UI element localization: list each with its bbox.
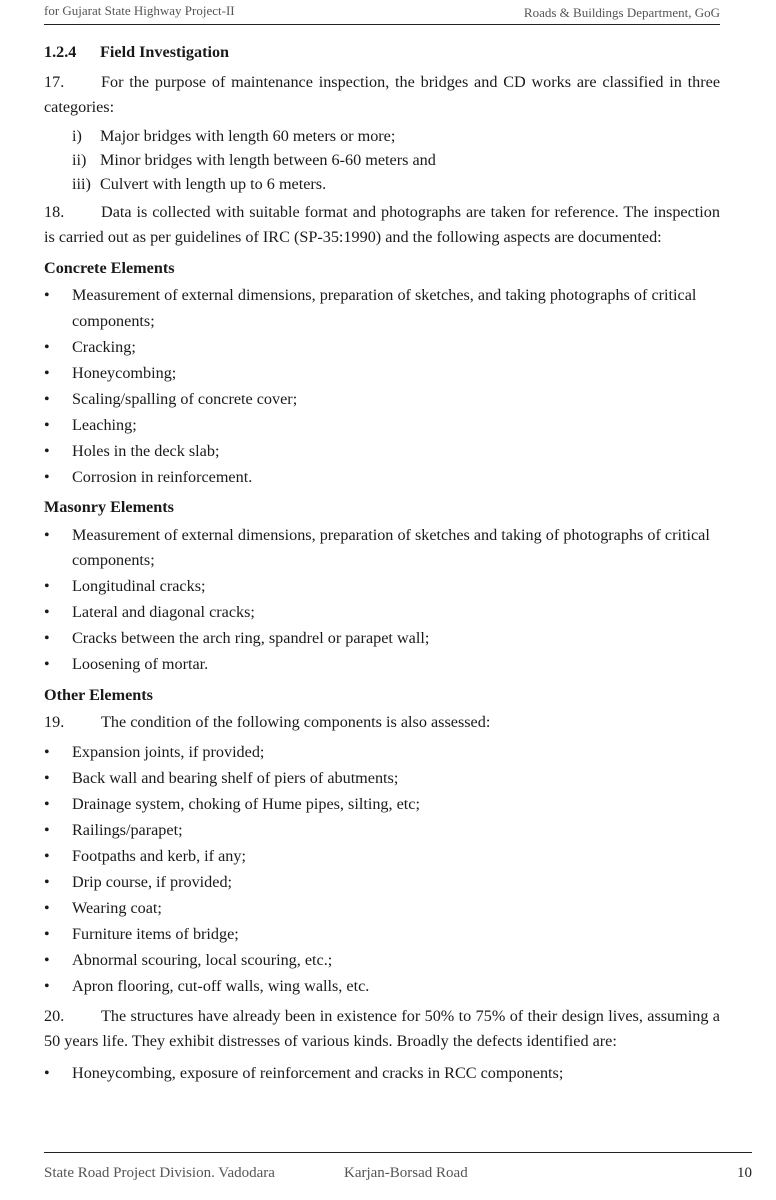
list-item: • Honeycombing; [44, 361, 720, 387]
category-list [44, 124, 720, 196]
list-item: • Drainage system, choking of Hume pipes, silting, etc; [44, 792, 720, 818]
paragraph-number: 18. [44, 202, 65, 221]
other-list [44, 740, 720, 1000]
page-header [44, 0, 720, 25]
paragraph-number: 20. [44, 1006, 65, 1025]
list-item: • Holes in the deck slab; [44, 439, 720, 465]
list-item: • Longitudinal cracks; [44, 574, 720, 600]
section-heading [44, 40, 720, 66]
list-item: • Cracking; [44, 335, 720, 361]
document-body [44, 40, 720, 1087]
list-item [72, 172, 720, 196]
list-marker: ii) [72, 150, 87, 169]
section-number: 1.2.4 [44, 43, 77, 61]
list-item-text: Culvert with length up to 6 meters. [100, 174, 327, 193]
list-item: • Loosening of mortar. [44, 652, 720, 678]
list-item: • Abnormal scouring, local scouring, etc.; [44, 948, 720, 974]
paragraph-number: 19. [44, 713, 65, 731]
list-marker: i) [72, 126, 82, 145]
list-item: • Drip course, if provided; [44, 870, 720, 896]
list-item: • Lateral and diagonal cracks; [44, 600, 720, 626]
paragraph-text: The condition of the following components is also assessed: [101, 713, 491, 731]
paragraph-19 [44, 710, 720, 736]
paragraph-text: The structures have already been in existence for 50% to 75% of their design lives, assuming a 50 years life. They exhibit distresses of various kinds. Broadly the defects identified are: [44, 1006, 720, 1050]
header-department: Roads & Buildings Department, GoG [523, 5, 720, 20]
list-item: • Footpaths and kerb, if any; [44, 844, 720, 870]
subheading-other: Other Elements [44, 685, 153, 704]
paragraph-20 [44, 1004, 720, 1055]
subheading-concrete: Concrete Elements [44, 258, 175, 277]
footer-division: State Road Project Division. Vadodara [44, 1165, 275, 1181]
list-marker: iii) [72, 174, 91, 193]
paragraph-number: 17. [44, 72, 65, 91]
footer-road: Karjan-Borsad Road [344, 1165, 468, 1181]
list-item: • Measurement of external dimensions, preparation of sketches and taking of photographs of critical components; [44, 523, 720, 574]
defects-list [44, 1061, 720, 1087]
list-item-text: Minor bridges with length between 6-60 meters and [100, 150, 436, 169]
list-item-text: Major bridges with length 60 meters or more; [100, 126, 396, 145]
list-item [72, 124, 720, 148]
list-item: • Expansion joints, if provided; [44, 740, 720, 766]
list-item: • Railings/parapet; [44, 818, 720, 844]
list-item: • Back wall and bearing shelf of piers of abutments; [44, 766, 720, 792]
list-item: • Corrosion in reinforcement. [44, 465, 720, 491]
list-item [72, 148, 720, 172]
list-item: • Honeycombing, exposure of reinforcement and cracks in RCC components; [44, 1061, 720, 1087]
paragraph-text: Data is collected with suitable format and photographs are taken for reference. The inspection is carried out as per guidelines of IRC (SP-35:1990) and the following aspects are documented: [44, 202, 720, 246]
masonry-list [44, 523, 720, 678]
list-item: • Apron flooring, cut-off walls, wing walls, etc. [44, 974, 720, 1000]
paragraph-17 [44, 70, 720, 121]
list-item: • Leaching; [44, 413, 720, 439]
footer-divider [44, 1152, 752, 1153]
header-project: for Gujarat State Highway Project-II [44, 3, 235, 18]
list-item: • Furniture items of bridge; [44, 922, 720, 948]
concrete-list [44, 283, 720, 490]
paragraph-text: For the purpose of maintenance inspection, the bridges and CD works are classified in three categories: [44, 72, 720, 116]
list-item: • Scaling/spalling of concrete cover; [44, 387, 720, 413]
list-item: • Cracks between the arch ring, spandrel or parapet wall; [44, 626, 720, 652]
page-number: 10 [737, 1165, 752, 1181]
subheading-masonry: Masonry Elements [44, 498, 174, 516]
list-item: • Measurement of external dimensions, preparation of sketches, and taking photographs of critical components; [44, 283, 720, 334]
paragraph-18 [44, 200, 720, 251]
list-item: • Wearing coat; [44, 896, 720, 922]
section-title: Field Investigation [100, 43, 230, 61]
